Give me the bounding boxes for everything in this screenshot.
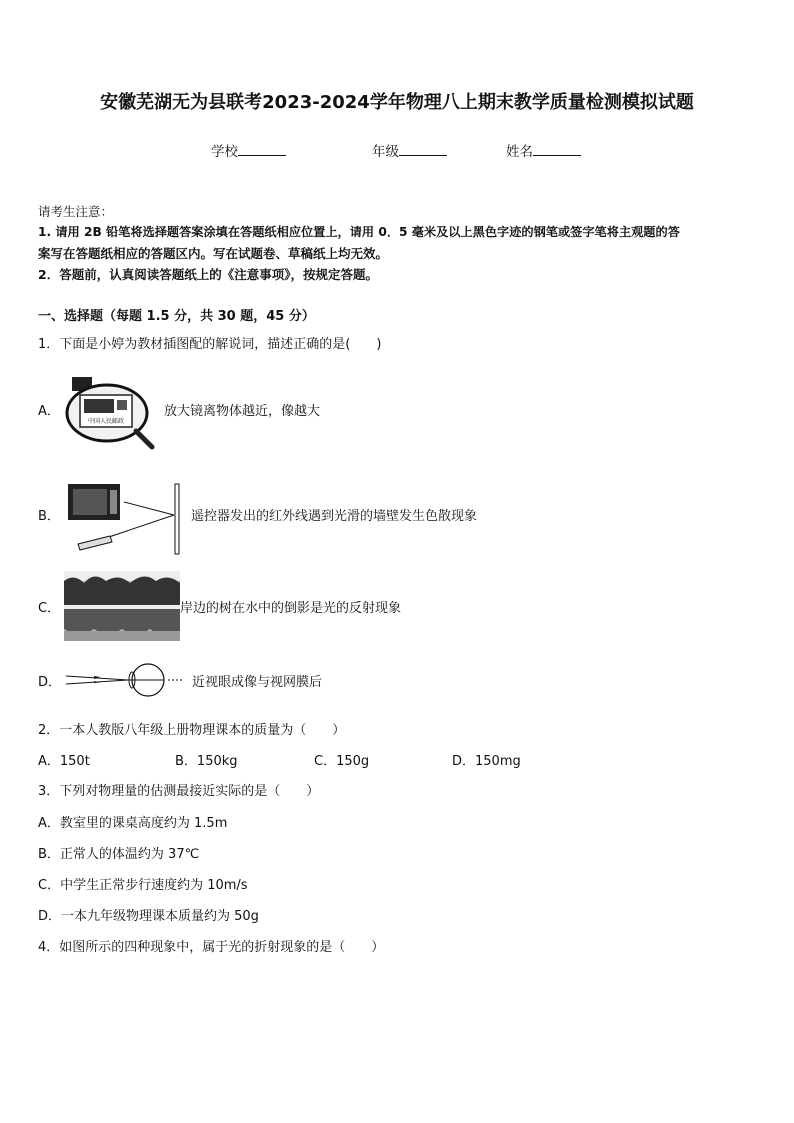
tree-reflection-figure: [64, 571, 180, 641]
q1-option-c-text: 岸边的树在水中的倒影是光的反射现象: [180, 601, 402, 616]
q3-option-d: D．一本九年级物理课本质量约为 50g: [38, 909, 259, 924]
notice-item1-line1: 1. 请用 2B 铅笔将选择题答案涂填在答题纸相应位置上，请用 0．5 毫米及以上黑色字迹的钢笔或签字笔将主观题的答: [38, 225, 680, 239]
q1-option-a-letter: A．: [38, 404, 60, 419]
notice-heading: 请考生注意：: [38, 204, 114, 219]
notice-item1-line2: 案写在答题纸相应的答题区内。写在试题卷、草稿纸上均无效。: [38, 246, 389, 261]
q4-stem: 4．如图所示的四种现象中，属于光的折射现象的是（ ）: [38, 940, 385, 955]
q2-stem: 2．一本人教版八年级上册物理课本的质量为（ ）: [38, 723, 346, 738]
q1-option-b-letter: B．: [38, 509, 60, 524]
q2-option-c: C．150g: [314, 754, 370, 769]
magnifier-figure: [62, 373, 162, 453]
q3-stem: 3．下列对物理量的估测最接近实际的是（ ）: [38, 784, 320, 799]
page-title: 安徽芜湖无为县联考2023-2024学年物理八上期末教学质量检测模拟试题: [100, 92, 694, 113]
notice-item2: 2．答题前，认真阅读答题纸上的《注意事项》，按规定答题。: [38, 267, 378, 282]
grade-label: 年级: [372, 144, 399, 160]
name-blank[interactable]: [533, 143, 581, 156]
q2-option-d: D．150mg: [452, 754, 521, 769]
grade-field: [372, 140, 447, 160]
school-blank[interactable]: [238, 143, 286, 156]
q1-option-c-letter: C．: [38, 601, 61, 616]
q1-option-d-letter: D．: [38, 675, 62, 690]
school-field: [211, 140, 286, 160]
q1-option-b-text: 遥控器发出的红外线遇到光滑的墙壁发生色散现象: [191, 509, 478, 524]
remote-tv-figure: [64, 480, 188, 560]
q2-option-b: B．150kg: [175, 754, 238, 769]
q1-option-a-text: 放大镜离物体越近，像越大: [164, 404, 321, 419]
q3-option-c: C．中学生正常步行速度约为 10m/s: [38, 878, 248, 893]
school-label: 学校: [211, 144, 238, 160]
name-field: [506, 140, 581, 160]
eye-diagram-figure: [64, 662, 190, 698]
name-label: 姓名: [506, 144, 533, 160]
q2-option-a: A．150t: [38, 754, 90, 769]
section-heading: 一、选择题（每题 1.5 分，共 30 题，45 分）: [38, 309, 315, 324]
grade-blank[interactable]: [399, 143, 447, 156]
q3-option-a: A．教室里的课桌高度约为 1.5m: [38, 816, 228, 831]
q1-stem: 1．下面是小婷为教材插图配的解说词，描述正确的是( ): [38, 337, 382, 352]
q1-option-d-text: 近视眼成像与视网膜后: [192, 675, 323, 690]
q3-option-b: B．正常人的体温约为 37℃: [38, 847, 200, 862]
stamp-text: 中国人民邮政: [87, 418, 125, 425]
